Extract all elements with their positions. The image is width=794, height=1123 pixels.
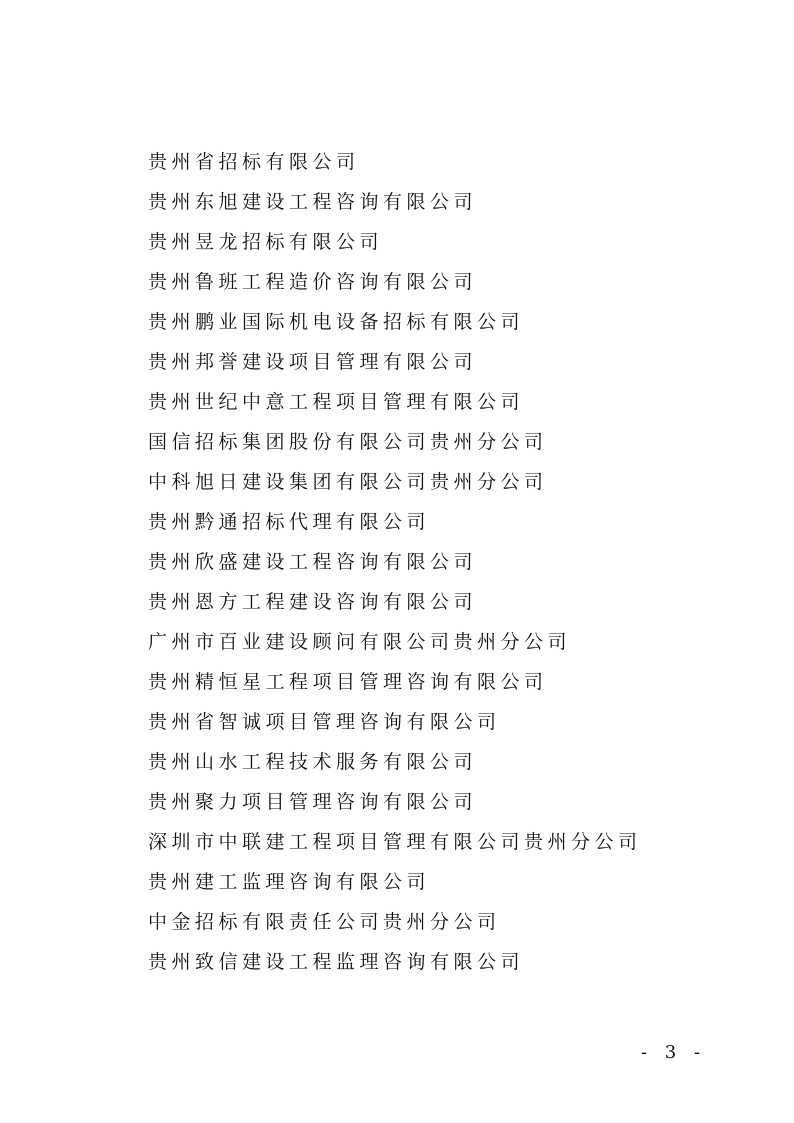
company-item: 贵州世纪中意工程项目管理有限公司	[148, 391, 525, 413]
company-item: 贵州鹏业国际机电设备招标有限公司	[148, 311, 525, 333]
company-item: 中金招标有限责任公司贵州分公司	[148, 911, 501, 933]
company-item: 国信招标集团股份有限公司贵州分公司	[148, 431, 548, 453]
company-item: 贵州省招标有限公司	[148, 151, 360, 173]
company-item: 贵州昱龙招标有限公司	[148, 231, 384, 253]
company-item: 贵州黔通招标代理有限公司	[148, 511, 431, 533]
company-item: 贵州东旭建设工程咨询有限公司	[148, 191, 478, 213]
company-item: 深圳市中联建工程项目管理有限公司贵州分公司	[148, 831, 642, 853]
company-item: 贵州聚力项目管理咨询有限公司	[148, 791, 478, 813]
company-item: 贵州建工监理咨询有限公司	[148, 871, 431, 893]
company-item: 贵州恩方工程建设咨询有限公司	[148, 591, 478, 613]
company-item: 中科旭日建设集团有限公司贵州分公司	[148, 471, 548, 493]
company-item: 广州市百业建设顾问有限公司贵州分公司	[148, 631, 572, 653]
company-item: 贵州省智诚项目管理咨询有限公司	[148, 711, 501, 733]
page-number: - 3 -	[641, 1042, 707, 1063]
company-item: 贵州致信建设工程监理咨询有限公司	[148, 951, 525, 973]
company-item: 贵州精恒星工程项目管理咨询有限公司	[148, 671, 548, 693]
company-item: 贵州欣盛建设工程咨询有限公司	[148, 551, 478, 573]
company-item: 贵州鲁班工程造价咨询有限公司	[148, 271, 478, 293]
company-item: 贵州山水工程技术服务有限公司	[148, 751, 478, 773]
company-item: 贵州邦誉建设项目管理有限公司	[148, 351, 478, 373]
company-list	[148, 148, 642, 988]
